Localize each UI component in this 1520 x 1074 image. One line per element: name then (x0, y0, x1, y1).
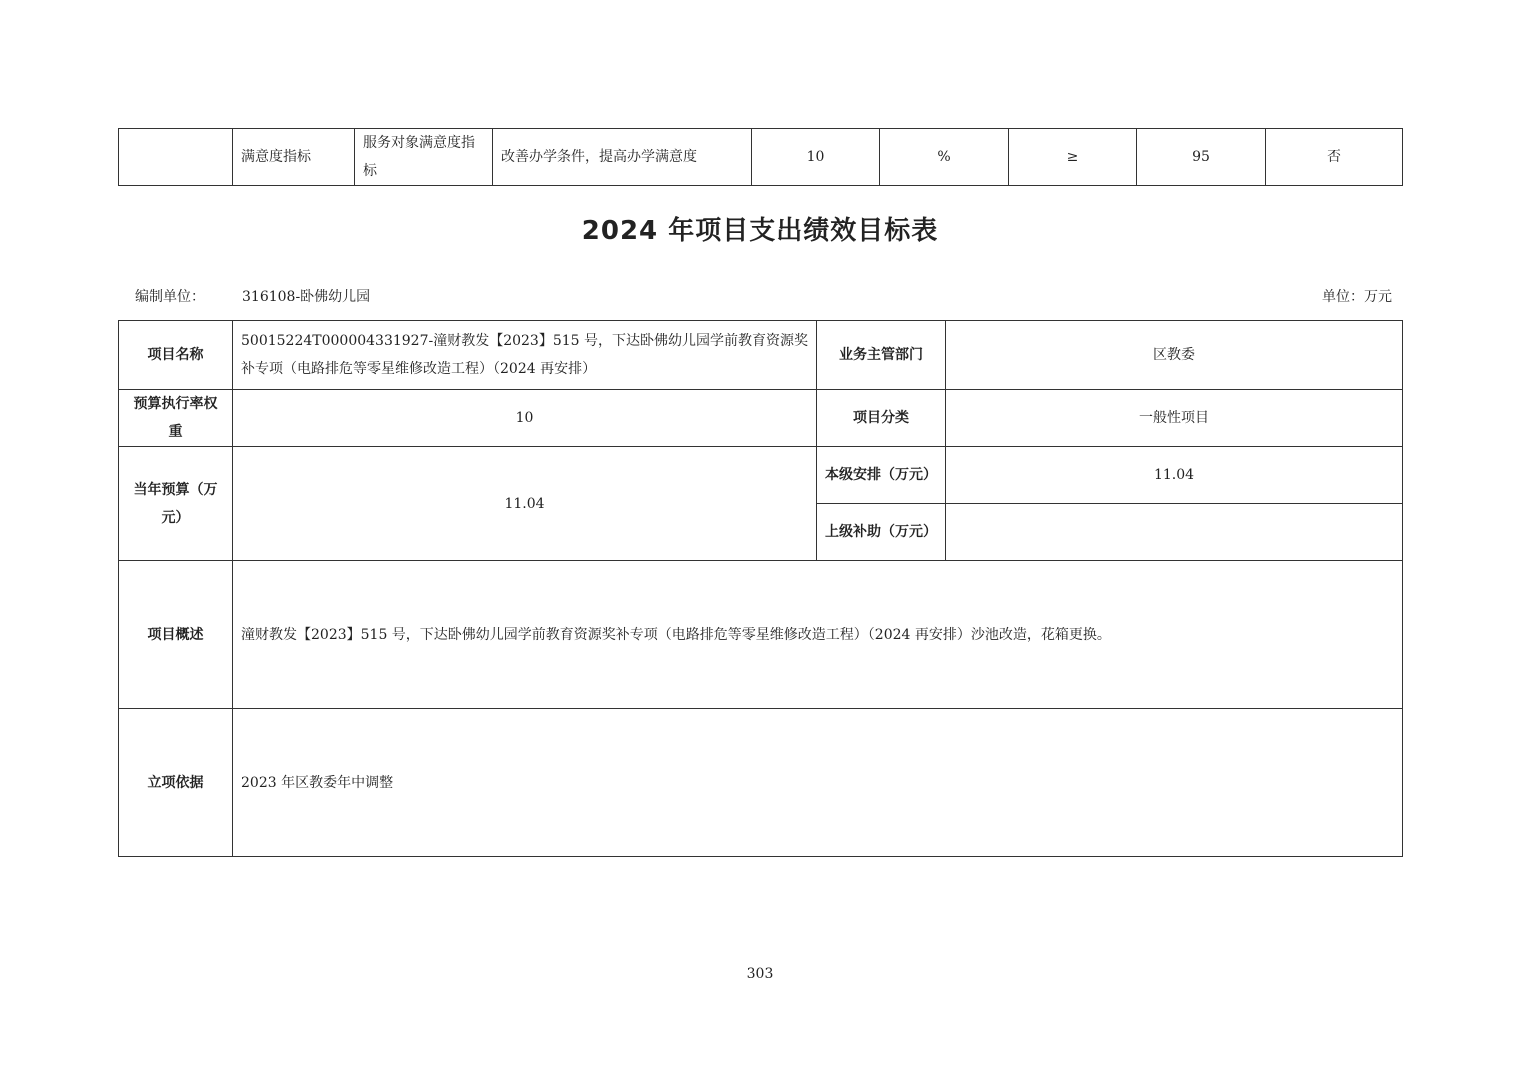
indicator-level3-cell: 服务对象满意度指标 (355, 129, 493, 186)
currency-unit: 单位：万元 (1322, 289, 1392, 305)
indicator-weight-cell: 10 (752, 129, 880, 186)
performance-target-table (118, 320, 1403, 857)
table-row (119, 709, 1403, 857)
category-value: 一般性项目 (946, 390, 1403, 447)
unit-value: 316108-卧佛幼儿园 (242, 289, 371, 305)
dept-label: 业务主管部门 (817, 321, 946, 390)
basis-label: 立项依据 (119, 709, 233, 857)
indicator-target-cell: 95 (1137, 129, 1266, 186)
table-row (119, 129, 1403, 186)
project-name-value: 50015224T000004331927-潼财教发【2023】515 号，下达卧佛幼儿园学前教育资源奖补专项（电路排危等零星维修改造工程）（2024 再安排） (233, 321, 817, 390)
table-row (119, 561, 1403, 709)
table-row (119, 390, 1403, 447)
budget-value: 11.04 (233, 447, 817, 561)
basis-value: 2023 年区教委年中调整 (233, 709, 1403, 857)
local-label: 本级安排（万元） (817, 447, 946, 504)
overview-label: 项目概述 (119, 561, 233, 709)
table-row (119, 447, 1403, 504)
indicator-core-cell: 否 (1266, 129, 1403, 186)
page-number: 303 (746, 966, 774, 982)
page-title: 2024 年项目支出绩效目标表 (581, 216, 939, 246)
unit-label: 编制单位： (135, 289, 205, 305)
budget-label: 当年预算（万元） (119, 447, 233, 561)
table-row (119, 321, 1403, 390)
project-name-label: 项目名称 (119, 321, 233, 390)
dept-value: 区教委 (946, 321, 1403, 390)
local-value: 11.04 (946, 447, 1403, 504)
indicator-unit-cell: % (880, 129, 1009, 186)
indicator-level2-cell: 满意度指标 (233, 129, 355, 186)
overview-value: 潼财教发【2023】515 号，下达卧佛幼儿园学前教育资源奖补专项（电路排危等零星维修改造工程）（2024 再安排）沙池改造，花箱更换。 (233, 561, 1403, 709)
indicator-level1-cell (119, 129, 233, 186)
indicator-content-cell: 改善办学条件，提高办学满意度 (493, 129, 752, 186)
rate-label: 预算执行率权重 (119, 390, 233, 447)
indicator-operator-cell: ≥ (1009, 129, 1137, 186)
upper-label: 上级补助（万元） (817, 504, 946, 561)
rate-value: 10 (233, 390, 817, 447)
indicator-table-continuation (118, 128, 1403, 186)
category-label: 项目分类 (817, 390, 946, 447)
upper-value (946, 504, 1403, 561)
